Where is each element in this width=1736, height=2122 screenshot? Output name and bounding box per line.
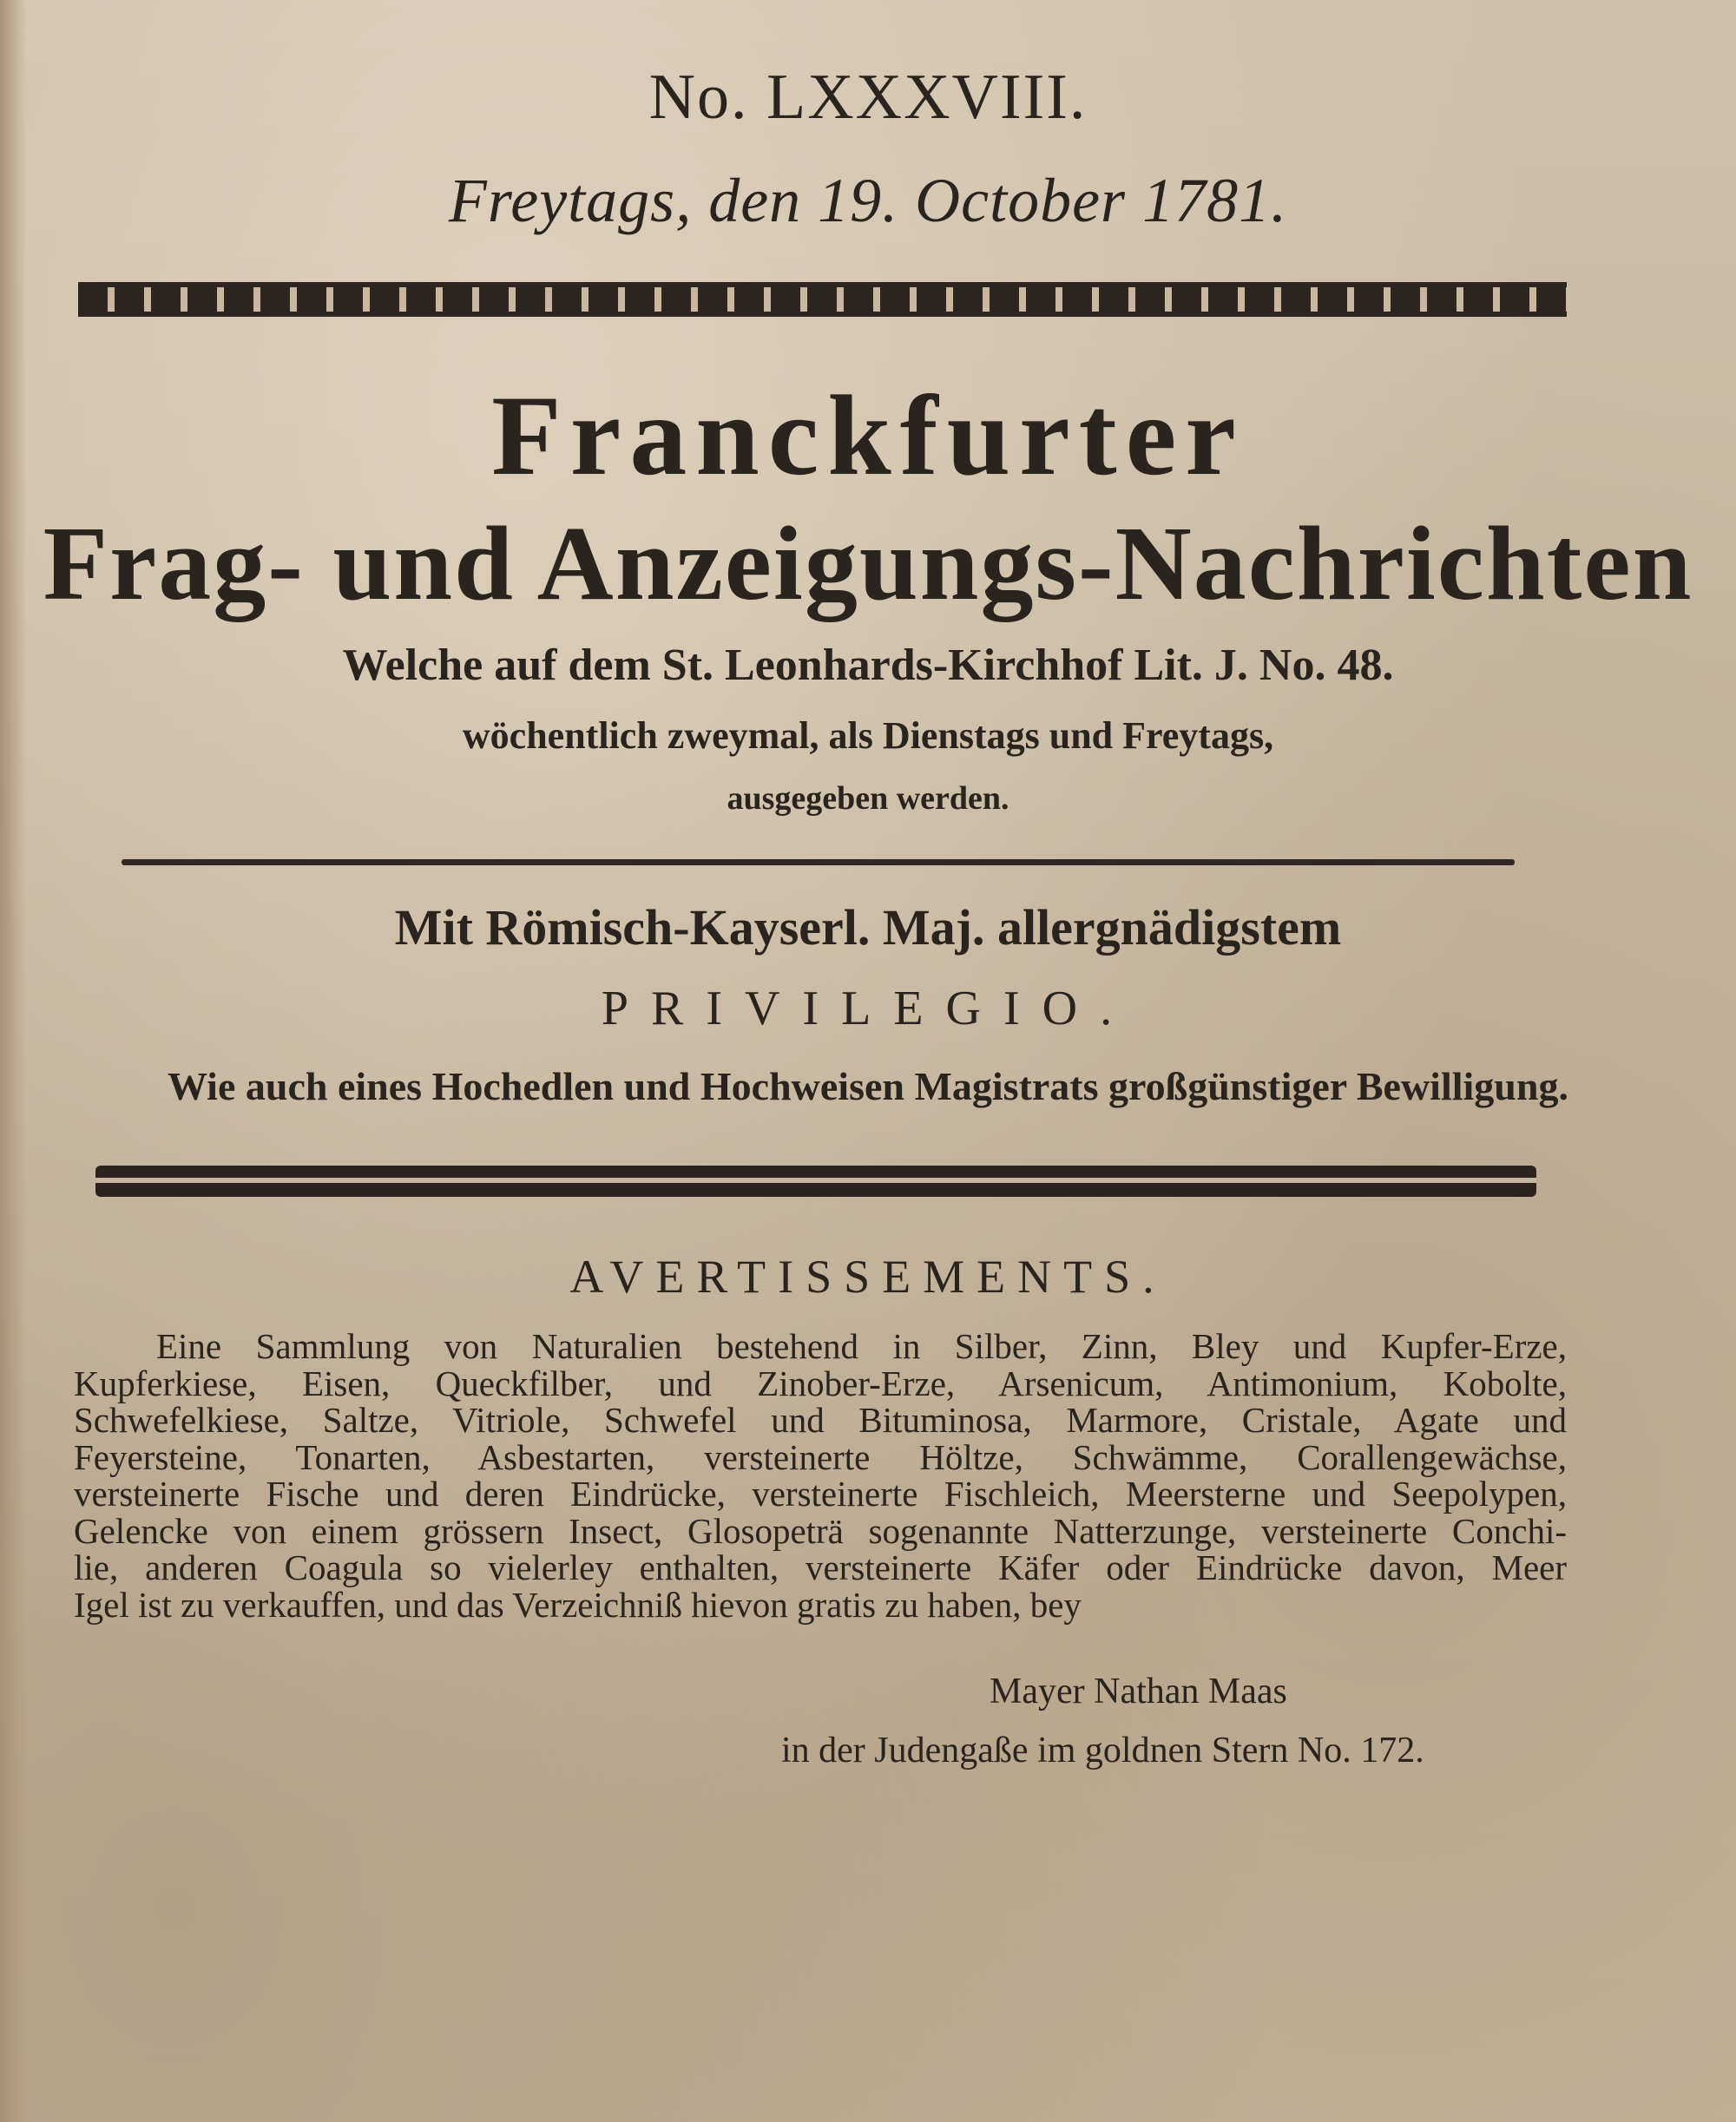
masthead-subtitle-1: Welche auf dem St. Leonhards-Kirchhof Lit. J. No. 48.	[342, 641, 1394, 690]
masthead-title-line-1: Franckfurter	[491, 371, 1245, 499]
issue-number: No. LXXXVIII.	[648, 62, 1088, 133]
masthead-subtitle-2: wöchentlich zweymal, als Dienstags und Freytags,	[462, 714, 1274, 757]
privilege-line-3: Wie auch eines Hochedlen und Hochweisen Magistrats großgünstiger Bewilligung.	[168, 1064, 1568, 1108]
body-line: versteinerte Fische und deren Eindrücke, versteinerte Fischleich, Meersterne und Seepolypen,	[74, 1474, 1567, 1514]
privilege-heading: PRIVILEGIO.	[601, 982, 1135, 1035]
body-line: Feyersteine, Tonarten, Asbestarten, versteinerte Höltze, Schwämme, Corallengewächse,	[74, 1436, 1567, 1477]
page-edge-shadow	[0, 0, 26, 2122]
section-title: AVERTISSEMENTS.	[569, 1251, 1167, 1303]
body-line: Gelencke von einem grössern Insect, Glosopeträ sogenannte Natterzunge, versteinerte Conchi-	[74, 1510, 1567, 1551]
masthead-title-line-2: Frag- und Anzeigungs-Nachrichten	[43, 505, 1693, 622]
body-line: Igel ist zu verkauffen, und das Verzeichniß hievon gratis zu haben, bey	[74, 1584, 1082, 1625]
advertisement-body	[74, 1328, 1567, 1623]
masthead-subtitle-3: ausgegeben werden.	[727, 780, 1009, 817]
issue-date: Freytags, den 19. October 1781.	[448, 166, 1288, 235]
advertiser-address: in der Judengaße im goldnen Stern No. 172.	[781, 1731, 1424, 1771]
body-line: Schwefelkiese, Saltze, Vitriole, Schwefel und Bituminosa, Marmore, Cristale, Agate und	[74, 1400, 1567, 1440]
thick-divider	[95, 1166, 1536, 1197]
ornamental-rule	[78, 282, 1567, 317]
privilege-line-1: Mit Römisch-Kayserl. Maj. allergnädigstem	[394, 899, 1342, 956]
advertiser-name: Mayer Nathan Maas	[990, 1672, 1287, 1711]
body-line: Eine Sammlung von Naturalien bestehend in Silber, Zinn, Bley und Kupfer-Erze,	[156, 1326, 1567, 1366]
body-line: lie, anderen Coagula so vielerley enthalten, versteinerte Käfer oder Eindrücke davon, Meer	[74, 1547, 1567, 1587]
body-line: Kupferkiese, Eisen, Queckfilber, und Zinober-Erze, Arsenicum, Antimonium, Kobolte,	[74, 1363, 1567, 1403]
thin-divider	[122, 859, 1515, 865]
